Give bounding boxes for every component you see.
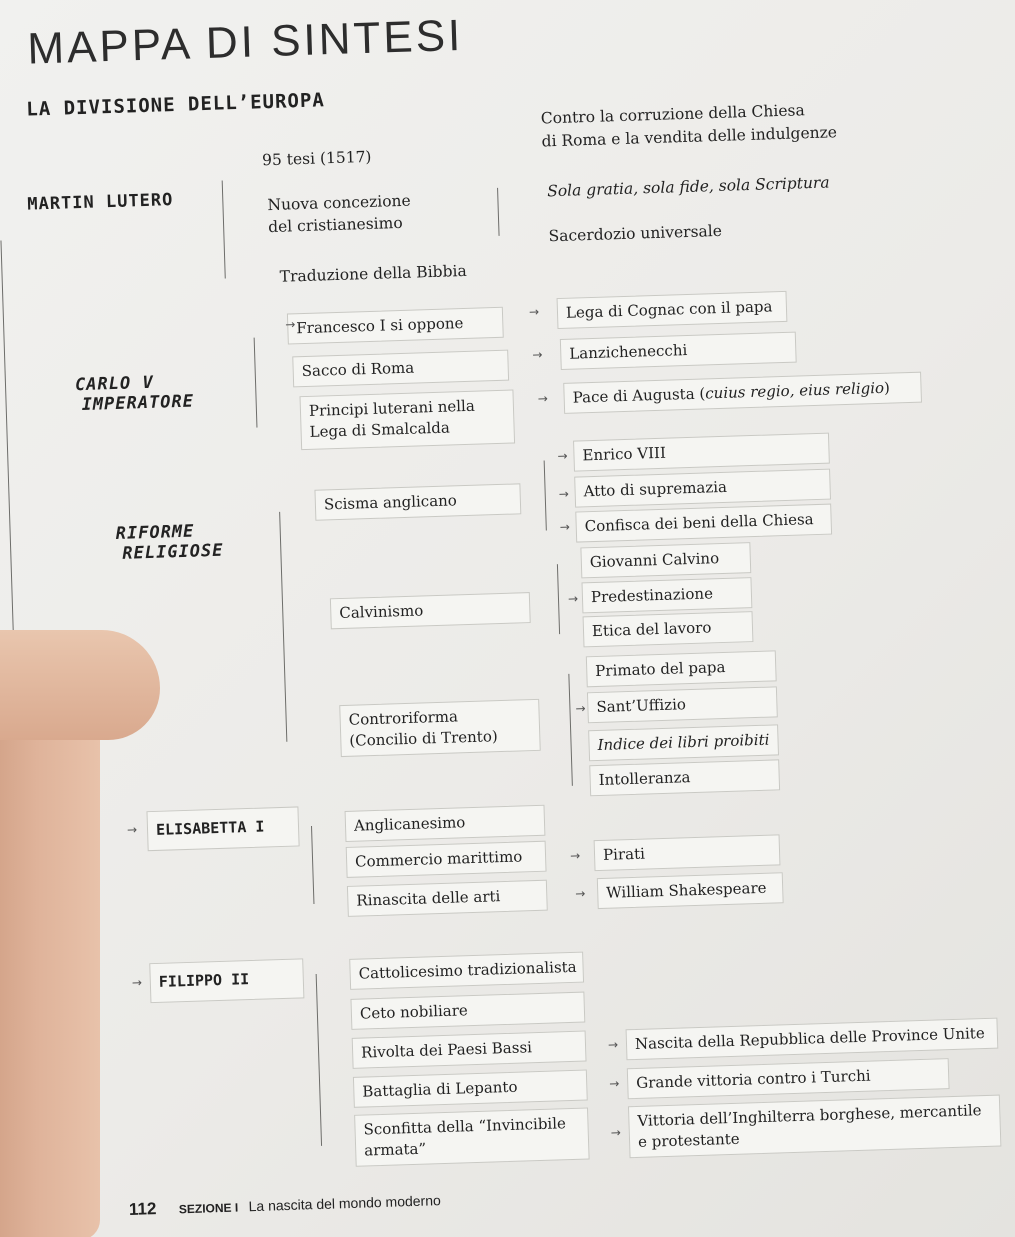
riforme-primato: Primato del papa bbox=[586, 650, 777, 687]
filippo-cattolicesimo: Cattolicesimo tradizionalista bbox=[349, 952, 584, 990]
arrow-icon: → bbox=[131, 975, 143, 990]
riforme-scisma: Scisma anglicano bbox=[314, 483, 521, 520]
concezione-bracket bbox=[497, 188, 500, 236]
filippo-vittoria-2: e protestante bbox=[637, 1129, 740, 1151]
arrow-icon: → bbox=[537, 391, 548, 406]
riforme-etica: Etica del lavoro bbox=[583, 611, 754, 647]
carlo-pace-b: cuius regio, eius religio bbox=[704, 378, 885, 403]
arrow-icon: → bbox=[569, 848, 581, 863]
carlo-heading-2: IMPERATORE bbox=[81, 391, 195, 416]
lutero-tesi-note-1: Contro la corruzione della Chiesa bbox=[540, 101, 805, 128]
elisabetta-rinascita: Rinascita delle arti bbox=[347, 880, 548, 917]
lutero-heading: MARTIN LUTERO bbox=[27, 190, 174, 215]
filippo-vittoria bbox=[628, 1095, 1001, 1159]
riforme-calvinismo: Calvinismo bbox=[330, 592, 531, 629]
arrow-icon: → bbox=[557, 448, 568, 464]
carlo-principi-1: Principi luterani nella bbox=[308, 396, 476, 420]
elisabetta-pirati: Pirati bbox=[594, 834, 781, 871]
riforme-supremazia: Atto di supremazia bbox=[574, 469, 831, 508]
arrow-icon: → bbox=[532, 347, 543, 362]
arrow-icon: → bbox=[126, 822, 138, 837]
lutero-sola: Sola gratia, sola fide, sola Scriptura bbox=[546, 173, 830, 201]
filippo-sconfitta-1: Sconfitta della “Invincibile bbox=[363, 1114, 567, 1139]
riforme-uffizio: Sant’Uffizio bbox=[587, 686, 778, 723]
riforme-heading-2: RELIGIOSE bbox=[122, 540, 224, 564]
lutero-tesi-note-2: di Roma e la vendita delle indulgenze bbox=[541, 123, 838, 151]
filippo-rivolta: Rivolta dei Paesi Bassi bbox=[352, 1031, 587, 1069]
riforme-enrico: Enrico VIII bbox=[573, 433, 830, 472]
elisabetta-shakespeare: William Shakespeare bbox=[597, 872, 784, 909]
arrow-icon: → bbox=[285, 317, 296, 332]
riforme-calvino: Giovanni Calvino bbox=[580, 542, 751, 578]
page-title: MAPPA DI SINTESI bbox=[26, 10, 464, 74]
elisabetta-anglicanesimo: Anglicanesimo bbox=[345, 805, 546, 842]
carlo-pace bbox=[563, 372, 922, 414]
riforme-contro-1: Controriforma bbox=[348, 707, 459, 729]
lutero-bibbia: Traduzione della Bibbia bbox=[279, 261, 467, 286]
riforme-indice: Indice dei libri proibiti bbox=[588, 724, 779, 761]
carlo-lanzi: Lanzichenecchi bbox=[560, 332, 797, 370]
filippo-lepanto: Battaglia di Lepanto bbox=[353, 1070, 588, 1108]
arrow-icon: → bbox=[558, 486, 569, 502]
lutero-bracket bbox=[222, 181, 226, 279]
riforme-controriforma bbox=[339, 699, 541, 757]
contro-bracket bbox=[568, 674, 573, 786]
carlo-heading-1: CARLO V bbox=[74, 372, 154, 396]
page-number: 112 bbox=[128, 1199, 157, 1219]
arrow-icon: → bbox=[575, 886, 586, 901]
filippo-vittoria-1: Vittoria dell’Inghilterra borghese, mercantile bbox=[637, 1101, 982, 1130]
lutero-tesi: 95 tesi (1517) bbox=[261, 147, 372, 170]
lutero-sacerdozio: Sacerdozio universale bbox=[548, 221, 723, 246]
lutero-concezione-2: del cristianesimo bbox=[267, 213, 403, 237]
scisma-bracket bbox=[544, 461, 547, 531]
elisabetta-commercio: Commercio marittimo bbox=[346, 841, 547, 878]
riforme-bracket bbox=[279, 512, 287, 742]
arrow-icon: → bbox=[559, 519, 571, 535]
carlo-principi bbox=[299, 389, 515, 450]
carlo-pace-c: ) bbox=[883, 378, 891, 397]
elisabetta-bracket bbox=[311, 826, 314, 904]
arrow-icon: → bbox=[607, 1037, 619, 1052]
footer-section: SEZIONE I bbox=[178, 1200, 239, 1217]
filippo-ceto: Ceto nobiliare bbox=[350, 992, 585, 1030]
arrow-icon: → bbox=[528, 304, 540, 319]
filippo-turchi: Grande vittoria contro i Turchi bbox=[627, 1058, 950, 1099]
footer-text: La nascita del mondo moderno bbox=[248, 1192, 441, 1215]
carlo-pace-a: Pace di Augusta ( bbox=[572, 384, 706, 407]
carlo-bracket bbox=[254, 338, 258, 428]
riforme-contro-2: (Concilio di Trento) bbox=[349, 727, 498, 750]
carlo-cognac: Lega di Cognac con il papa bbox=[557, 291, 788, 329]
arrow-icon: → bbox=[575, 701, 586, 716]
filippo-bracket bbox=[316, 974, 322, 1146]
filippo-sconfitta bbox=[354, 1107, 590, 1166]
section-heading: LA DIVISIONE DELL’EUROPA bbox=[26, 89, 326, 121]
arrow-icon: → bbox=[610, 1125, 622, 1140]
arrow-icon: → bbox=[567, 591, 579, 606]
carlo-principi-2: Lega di Smalcalda bbox=[309, 418, 451, 441]
lutero-concezione-1: Nuova concezione bbox=[267, 191, 411, 215]
filippo-heading: FILIPPO II bbox=[149, 958, 304, 1003]
hand-fingertip bbox=[0, 630, 160, 740]
riforme-confisca: Confisca dei beni della Chiesa bbox=[575, 504, 832, 543]
riforme-heading-1: RIFORME bbox=[115, 521, 195, 545]
arrow-icon: → bbox=[609, 1076, 620, 1091]
page-footer bbox=[129, 1190, 441, 1220]
filippo-repubblica: Nascita della Repubblica delle Province Unite bbox=[626, 1018, 999, 1061]
filippo-sconfitta-2: armata” bbox=[363, 1139, 427, 1160]
elisabetta-heading: ELISABETTA I bbox=[146, 806, 299, 851]
riforme-intolleranza: Intolleranza bbox=[589, 759, 780, 796]
carlo-francesco: Francesco I si oppone bbox=[287, 307, 504, 345]
riforme-predestinazione: Predestinazione bbox=[581, 577, 752, 613]
calvinismo-bracket bbox=[557, 564, 560, 634]
carlo-sacco: Sacco di Roma bbox=[292, 350, 509, 388]
